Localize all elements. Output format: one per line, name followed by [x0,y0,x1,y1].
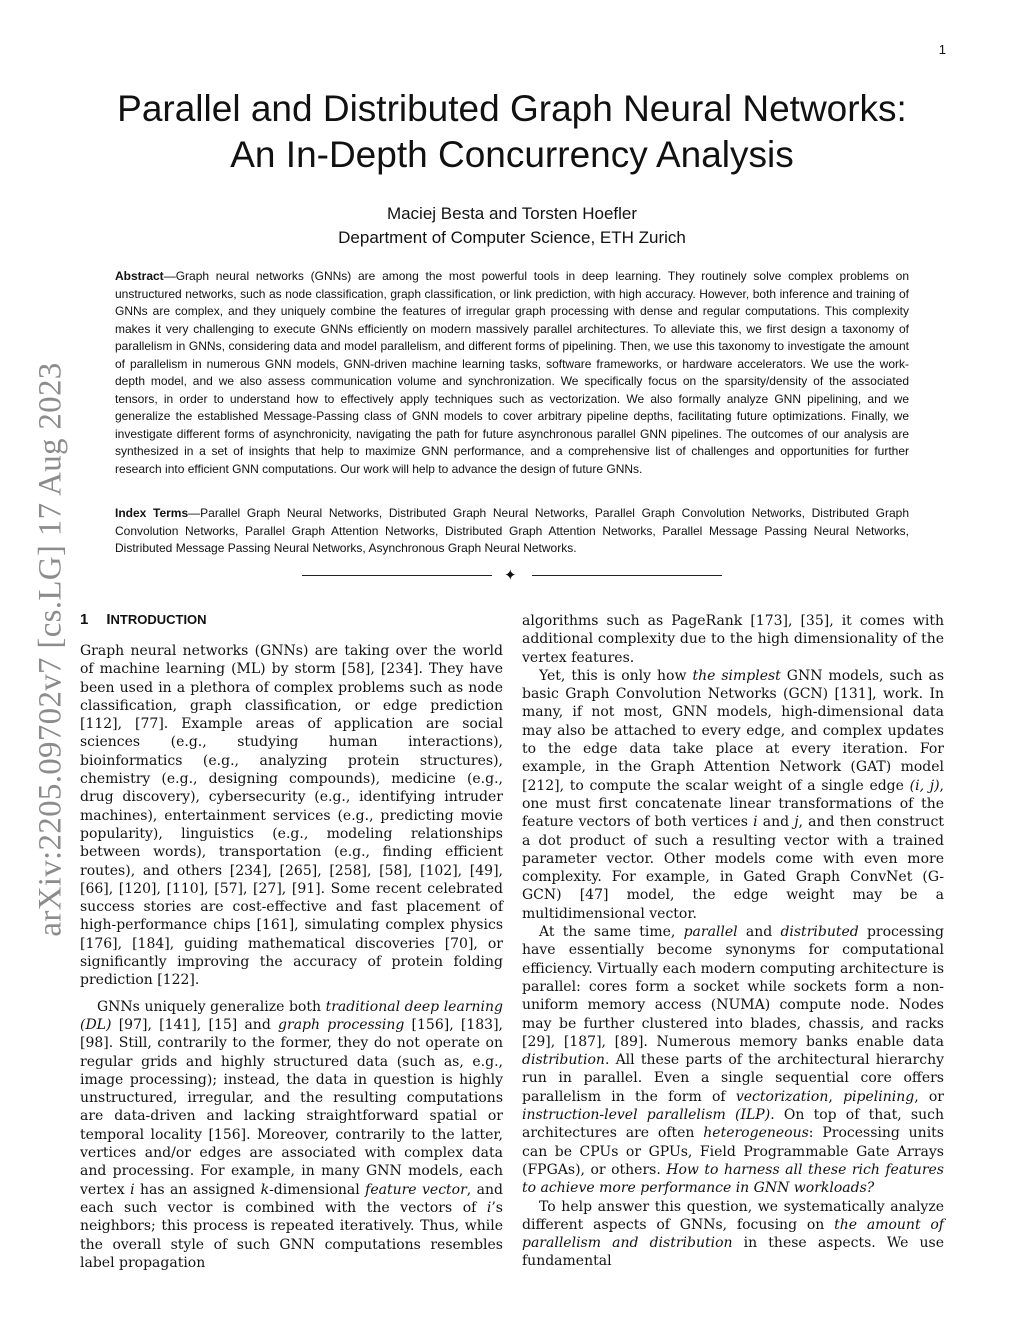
section-divider [302,567,722,585]
paragraph-3: algorithms such as PageRank [173], [35], it comes with additional complexity due to the high dimensionality of the vertex features. [522,613,944,666]
paragraph-5: At the same time, parallel and distributed processing have essentially become synonyms for computational efficiency. Virtually each modern computing architecture is parallel: cores form a socket while sockets form a non-uniform memory access (NUMA) compute node. Nodes may be further clustered into blades, chassis, and racks [29], [187], [89]. Numerous memory banks enable data distribution. All these parts of the architectural hierarchy run in parallel. Even a single sequential core offers parallelism in the form of vectorization, pipelining, or instruction-level parallelism (ILP). On top of that, such architectures are often heterogeneous: Processing units can be CPUs or GPUs, Field Programmable Gate Arrays (FPGAs), or others. How to harness all these rich features to achieve more performance in GNN workloads? [522,924,944,1197]
index-terms-label: Index Terms [115,506,189,520]
paper-title [60,86,964,178]
paragraph-1: Graph neural networks (GNNs) are taking over the world of machine learning (ML) by storm [58], [234]. They have been used in a plethora of complex problems such as node classification, graph classification, or edge prediction [112], [77]. Example areas of application are social sciences (e.g., studying human interactions), bioinformatics (e.g., analyzing protein structures), chemistry (e.g., designing compounds), medicine (e.g., drug discovery), cybersecurity (e.g., identifying intruder machines), entertainment services (e.g., predicting movie popularity), linguistics (e.g., modeling relationships between words), transportation (e.g., finding efficient routes), and others [234], [265], [258], [58], [102], [49], [66], [120], [110], [57], [27], [91]. Some recent celebrated success stories are cost-effective and fast placement of high-performance chips [161], simulating complex physics [176], [184], guiding mathematical discoveries [70], or significantly improving the accuracy of protein folding prediction [122]. [80,643,503,989]
divider-line-right [532,575,722,576]
author-affiliation: Department of Computer Science, ETH Zurich [338,228,686,247]
paragraph-4: Yet, this is only how the simplest GNN models, such as basic Graph Convolution Networks (GCN) [131], work. In many, if not most, GNN models, high-dimensional data may also be attached to every edge, and complex updates to the edge data take place at every iteration. For example, in the Graph Attention Network (GAT) model [212], to compute the scalar weight of a single edge (i, j), one must first concatenate linear transformations of the feature vectors of both vertices i and j, and then construct a dot product of such a resulting vector with a trained parameter vector. Other models come with even more complexity. For example, in Gated Graph ConvNet (G-GCN) [47] model, the edge weight may be a multidimensional vector. [522,667,945,922]
abstract [115,268,909,478]
title-line-2: An In-Depth Concurrency Analysis [230,134,794,175]
arxiv-identifier-stamp [29,349,73,949]
divider-star-icon: ✦ [504,566,517,584]
author-names: Maciej Besta and Torsten Hoefler [386,204,638,223]
author-block [212,202,812,250]
page-number: 1 [938,42,946,57]
left-column [80,610,503,1272]
arxiv-identifier-text: arXiv:2205.09702v7 [cs.LG] 17 Aug 2023 [32,361,69,937]
paragraph-2: GNNs uniquely generalize both traditional deep learning (DL) [97], [141], [15] and graph processing [156], [183], [98]. Still, contrarily to the former, they do not operate on regular grids and highly structured data (such as, e.g., image processing); instead, the data in question is highly unstructured, irregular, and the resulting computations are data-driven and lacking straightforward spatial or temporal locality [156]. Moreover, contrarily to the latter, vertices and/or edges are associated with complex data and processing. For example, in many GNN models, each vertex i has an assigned k-dimensional feature vector, and each such vector is combined with the vectors of i’s neighbors; this process is repeated iteratively. Thus, while the overall style of such GNN computations resembles label propagation [80,998,503,1271]
section-title: INTRODUCTION [106,610,207,628]
title-line-1: Parallel and Distributed Graph Neural Networks: [117,88,907,129]
paragraph-6: To help answer this question, we systematically analyze different aspects of GNNs, focusing on the amount of parallelism and distribution in these aspects. We use fundamental [522,1198,944,1270]
abstract-text: —Graph neural networks (GNNs) are among the most powerful tools in deep learning. They routinely solve complex problems on unstructured networks, such as node classification, graph classification, or link prediction, with high accuracy. However, both inference and training of GNNs are complex, and they uniquely combine the features of irregular graph processing with dense and regular computations. This complexity makes it very challenging to execute GNNs efficiently on modern massively parallel architectures. To alleviate this, we first design a taxonomy of parallelism in GNNs, considering data and model parallelism, and different forms of pipelining. Then, we use this taxonomy to investigate the amount of parallelism in numerous GNN models, GNN-driven machine learning tasks, software frameworks, or hardware accelerators. We use the work-depth model, and we also assess communication volume and synchronization. We specifically focus on the sparsity/density of the associated tensors, in order to understand how to effectively apply techniques such as vectorization. We also formally analyze GNN pipelining, and we generalize the established Message-Passing class of GNN models to cover arbitrary pipeline depths, facilitating future optimizations. Finally, we investigate different forms of asynchronicity, navigating the path for future asynchronous parallel GNN pipelines. The outcomes of our analysis are synthesized in a set of insights that help to maximize GNN performance, and a comprehensive list of challenges and opportunities for further research into efficient GNN computations. Our work will help to advance the design of future GNNs. [115,269,909,476]
index-terms [115,505,909,558]
abstract-label: Abstract [115,269,164,283]
section-number: 1 [80,610,89,628]
section-heading-introduction [80,610,503,630]
right-column [522,612,944,1271]
divider-line-left [302,575,492,576]
index-terms-text: —Parallel Graph Neural Networks, Distributed Graph Neural Networks, Parallel Graph Convolution Networks, Distributed Graph Convolution Networks, Parallel Graph Attention Networks, Distributed Graph Attention Networks, Parallel Message Passing Neural Networks, Distributed Message Passing Neural Networks, Asynchronous Graph Neural Networks. [115,506,909,555]
